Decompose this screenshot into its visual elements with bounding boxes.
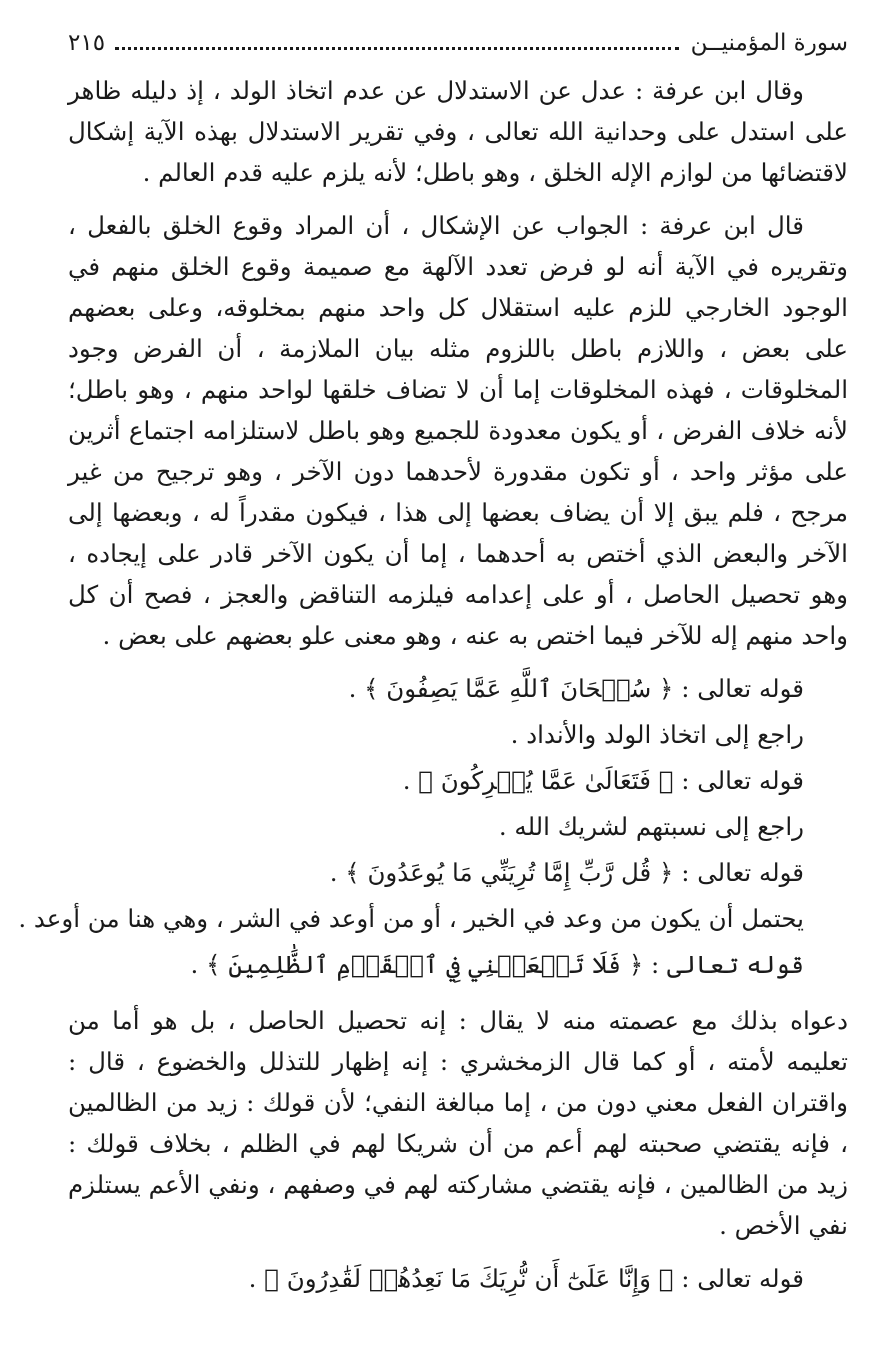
paragraph-zamakhshari: دعواه بذلك مع عصمته منه لا يقال : إنه تحصيل الحاصل ، بل هو أما من تعليمه لأمته ، أو كما قال الزمخشري : إنه إظهار للتذلل والخضوع ، قال : واقتران الفعل معني دون من ، إما مبالغة النفي؛ لأن قولك : زيد من الظالمين ، فإنه يقتضي صحبته لهم أعم من أن شريكا لهم في الظلم ، بخلاف قولك : زيد من الظالمين ، فإنه يقتضي مشاركته لهم في وصفهم ، ونفي الأعم يستلزم نفي الأخص . <box>68 1006 848 1240</box>
verse-quote-4: قوله تعالى : ﴿ فَلَا تَجۡعَلۡنِي فِي ٱلۡقَوۡمِ ٱلظَّٰلِمِينَ ﴾ . <box>190 950 804 979</box>
paragraph-ibn-arafa-answer: قال ابن عرفة : الجواب عن الإشكال ، أن المراد وقوع الخلق بالفعل ، وتقريره في الآية أنه لو فرض تعدد الآلهة مع صميمة وقوع الخلق منهم في الوجود الخارجي للزم عليه استقلال كل واحد منهم بمخلوقه، وعلى بعضهم على بعض ، واللازم باطل باللزوم مثله بيان الملازمة ، أن الفرض وجود المخلوقات ، فهذه المخلوقات إما أن لا تضاف خلقها لواحد منهم ، وهو باطل؛ لأنه خلاف الفرض ، أو يكون معدودة للجميع وهو باطل لاستلزامه اجتماع أثرين على مؤثر واحد ، أو تكون مقدورة لأحدهما دون الآخر ، وهو ترجيح من غير مرجح ، فلم يبق إلا أن يضاف بعضها إلى هذا ، فيكون مقدراً له ، وبعضها إلى الآخر والبعض الذي أختص به أحدهما ، إما أن يكون الآخر قادر على إيجاده ، وهو تحصيل الحاصل ، أو على إعدامه فيلزمه التناقض والعجز ، فصح أن كل واحد منهم إله للآخر فيما اختص به عنه ، وهو معنى علو بعضهم على بعض . <box>68 211 848 650</box>
dotted-leader <box>115 47 679 50</box>
verse-quote-1: قوله تعالى : ﴿ سُبۡحَانَ ٱللَّهِ عَمَّا يَصِفُونَ ﴾ . <box>348 674 804 703</box>
verse-quote-5: قوله تعالى : ﴿ وَإِنَّا عَلَىٰٓ أَن نُّرِيَكَ مَا نَعِدُهُمۡ لَقَٰدِرُونَ ﴾ . <box>248 1264 804 1293</box>
commentary-3: يحتمل أن يكون من وعد في الخير ، أو من أوعد في الشر ، وهي هنا من أوعد . <box>18 904 804 933</box>
commentary-1: راجع إلى اتخاذ الولد والأنداد . <box>510 720 804 749</box>
verse-quote-3: قوله تعالى : ﴿ قُل رَّبِّ إِمَّا تُرِيَنِّي مَا يُوعَدُونَ ﴾ . <box>329 858 804 887</box>
commentary-2: راجع إلى نسبتهم لشريك الله . <box>498 812 804 841</box>
running-header <box>68 30 848 70</box>
sura-title: سورة المؤمنيــن <box>690 30 848 56</box>
verse-quote-2: قوله تعالى : ﴿ فَتَعَالَىٰ عَمَّا يُشۡرِكُونَ ﴾ . <box>402 766 804 795</box>
paragraph-ibn-arafa-objection: وقال ابن عرفة : عدل عن الاستدلال عن عدم اتخاذ الولد ، إذ دليله ظاهر على استدل على وحدانية الله تعالى ، وفي تقرير الاستدلال بهذه الآية إشكال لاقتضائها من لوازم الإله الخلق ، وهو باطل؛ لأنه يلزم عليه قدم العالم . <box>68 76 848 187</box>
book-page <box>18 30 848 1302</box>
page-number: ٢١٥ <box>68 30 106 56</box>
